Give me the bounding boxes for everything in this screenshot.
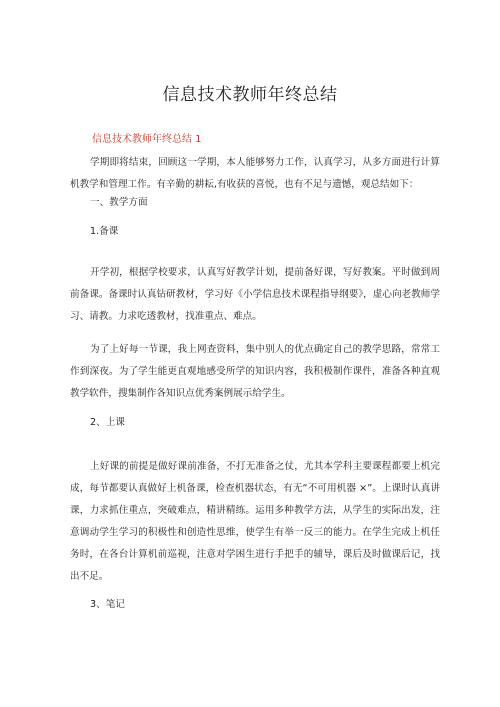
paragraph-effort: 为了上好每一节课，我上网查资料，集中别人的优点确定自己的教学思路，常常工作到深夜。为了学生能更直观地感受所学的知识内容，我积极制作课件，准备各种直观教学软件，搜集制作各知识点优秀案例展示给学生。 xyxy=(70,344,440,399)
intro-paragraph: 学期即将结束，回顾这一学期，本人能够努力工作，认真学习，从多方面进行计算机教学和管理工作。有辛勤的耕耘,有收获的喜悦，也有不足与遗憾，观总结如下： xyxy=(70,157,440,190)
page-title: 信息技术教师年终总结 xyxy=(162,85,338,105)
subheading-preparation: 1.备课 xyxy=(90,226,119,237)
subheading-notes: 3、笔记 xyxy=(90,599,125,610)
subheading-class: 2、上课 xyxy=(90,417,125,428)
section-subtitle: 信息技术教师年终总结 1 xyxy=(92,134,202,145)
section-heading-teaching: 一、教学方面 xyxy=(90,197,148,208)
paragraph-preparation: 开学初，根据学校要求，认真写好教学计划，提前备好课，写好教案。平时做到周前备课。备课时认真钻研教材，学习好《小学信息技术课程指导纲要》，虚心向老教师学习、请教。力求吃透教材，找准重点、难点。 xyxy=(70,267,440,322)
paragraph-class: 上好课的前提是做好课前准备，不打无准备之仗，尤其本学科主要课程都要上机完成，每节都要认真做好上机备课，检查机器状态，有无“不可用机器 ×”。上课时认真讲课，力求抓住重点，突破难点，精讲精练。运用多种教学方法，从学生的实际出发，注意调动学生学习的积极性和创造性思维，使学生有举一反三的能力。在学生完成上机任务时，在各台计算机前巡视，注意对学困生进行手把手的辅导，课后及时做课后记，找出不足。 xyxy=(70,461,440,582)
